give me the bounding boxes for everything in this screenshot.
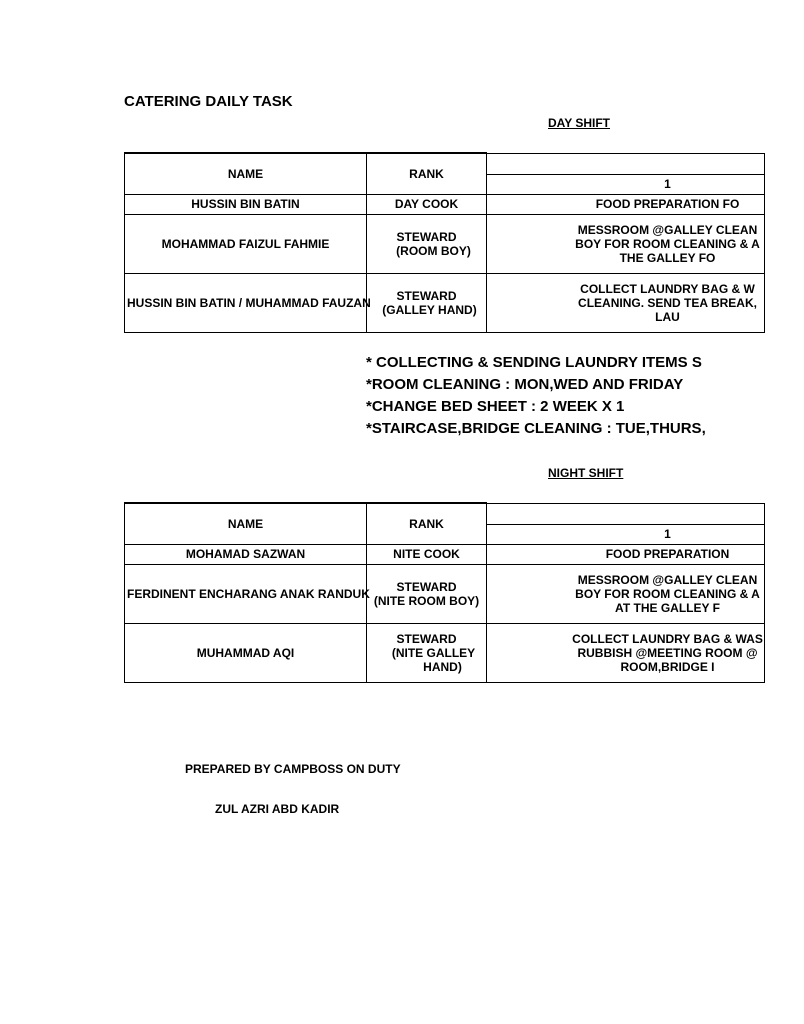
crew-name: FERDINENT ENCHARANG ANAK RANDUK (125, 564, 367, 623)
table-row (125, 564, 765, 623)
crew-rank: NITE COOK (367, 544, 487, 564)
table-row (125, 273, 765, 332)
day-shift-table (124, 152, 760, 333)
crew-task: COLLECT LAUNDRY BAG & WAS RUBBISH @MEETING ROOM @ ROOM,BRIDGE I (487, 623, 765, 682)
note-line: * COLLECTING & SENDING LAUNDRY ITEMS S (366, 354, 702, 371)
crew-name: MUHAMMAD AQI (125, 623, 367, 682)
crew-task: MESSROOM @GALLEY CLEAN BOY FOR ROOM CLEANING & A THE GALLEY FO (487, 214, 765, 273)
column-header-name: NAME (125, 153, 367, 194)
table-row (125, 214, 765, 273)
night-shift-label: NIGHT SHIFT (548, 466, 624, 480)
note-line: *CHANGE BED SHEET : 2 WEEK X 1 (366, 398, 625, 415)
header-blank-cell (487, 153, 765, 174)
note-line: *STAIRCASE,BRIDGE CLEANING : TUE,THURS, (366, 420, 706, 437)
crew-task: MESSROOM @GALLEY CLEAN BOY FOR ROOM CLEANING & A AT THE GALLEY F (487, 564, 765, 623)
prepared-by-name: ZUL AZRI ABD KADIR (215, 802, 340, 816)
crew-name: HUSSIN BIN BATIN / MUHAMMAD FAUZAN (125, 273, 367, 332)
crew-rank: STEWARD (NITE GALLEY HAND) (367, 623, 487, 682)
prepared-by-label: PREPARED BY CAMPBOSS ON DUTY (185, 762, 401, 776)
day-shift-label: DAY SHIFT (548, 116, 611, 130)
table-row (125, 194, 765, 214)
column-header-task-number: 1 (487, 524, 765, 544)
crew-rank: STEWARD (ROOM BOY) (367, 214, 487, 273)
column-header-rank: RANK (367, 503, 487, 544)
column-header-name: NAME (125, 503, 367, 544)
column-header-rank: RANK (367, 153, 487, 194)
crew-task: FOOD PREPARATION (487, 544, 765, 564)
notes-block (366, 352, 706, 440)
document-title: CATERING DAILY TASK (124, 93, 293, 110)
crew-rank: STEWARD (NITE ROOM BOY) (367, 564, 487, 623)
crew-rank: DAY COOK (367, 194, 487, 214)
note-line: *ROOM CLEANING : MON,WED AND FRIDAY (366, 376, 684, 393)
crew-rank: STEWARD (GALLEY HAND) (367, 273, 487, 332)
crew-task: FOOD PREPARATION FO (487, 194, 765, 214)
header-blank-cell (487, 503, 765, 524)
crew-task: COLLECT LAUNDRY BAG & W CLEANING. SEND TEA BREAK, LAU (487, 273, 765, 332)
crew-name: HUSSIN BIN BATIN (125, 194, 367, 214)
table-row (125, 623, 765, 682)
table-row (125, 544, 765, 564)
night-shift-table (124, 502, 763, 683)
crew-name: MOHAMMAD FAIZUL FAHMIE (125, 214, 367, 273)
column-header-task-number: 1 (487, 174, 765, 194)
crew-name: MOHAMAD SAZWAN (125, 544, 367, 564)
